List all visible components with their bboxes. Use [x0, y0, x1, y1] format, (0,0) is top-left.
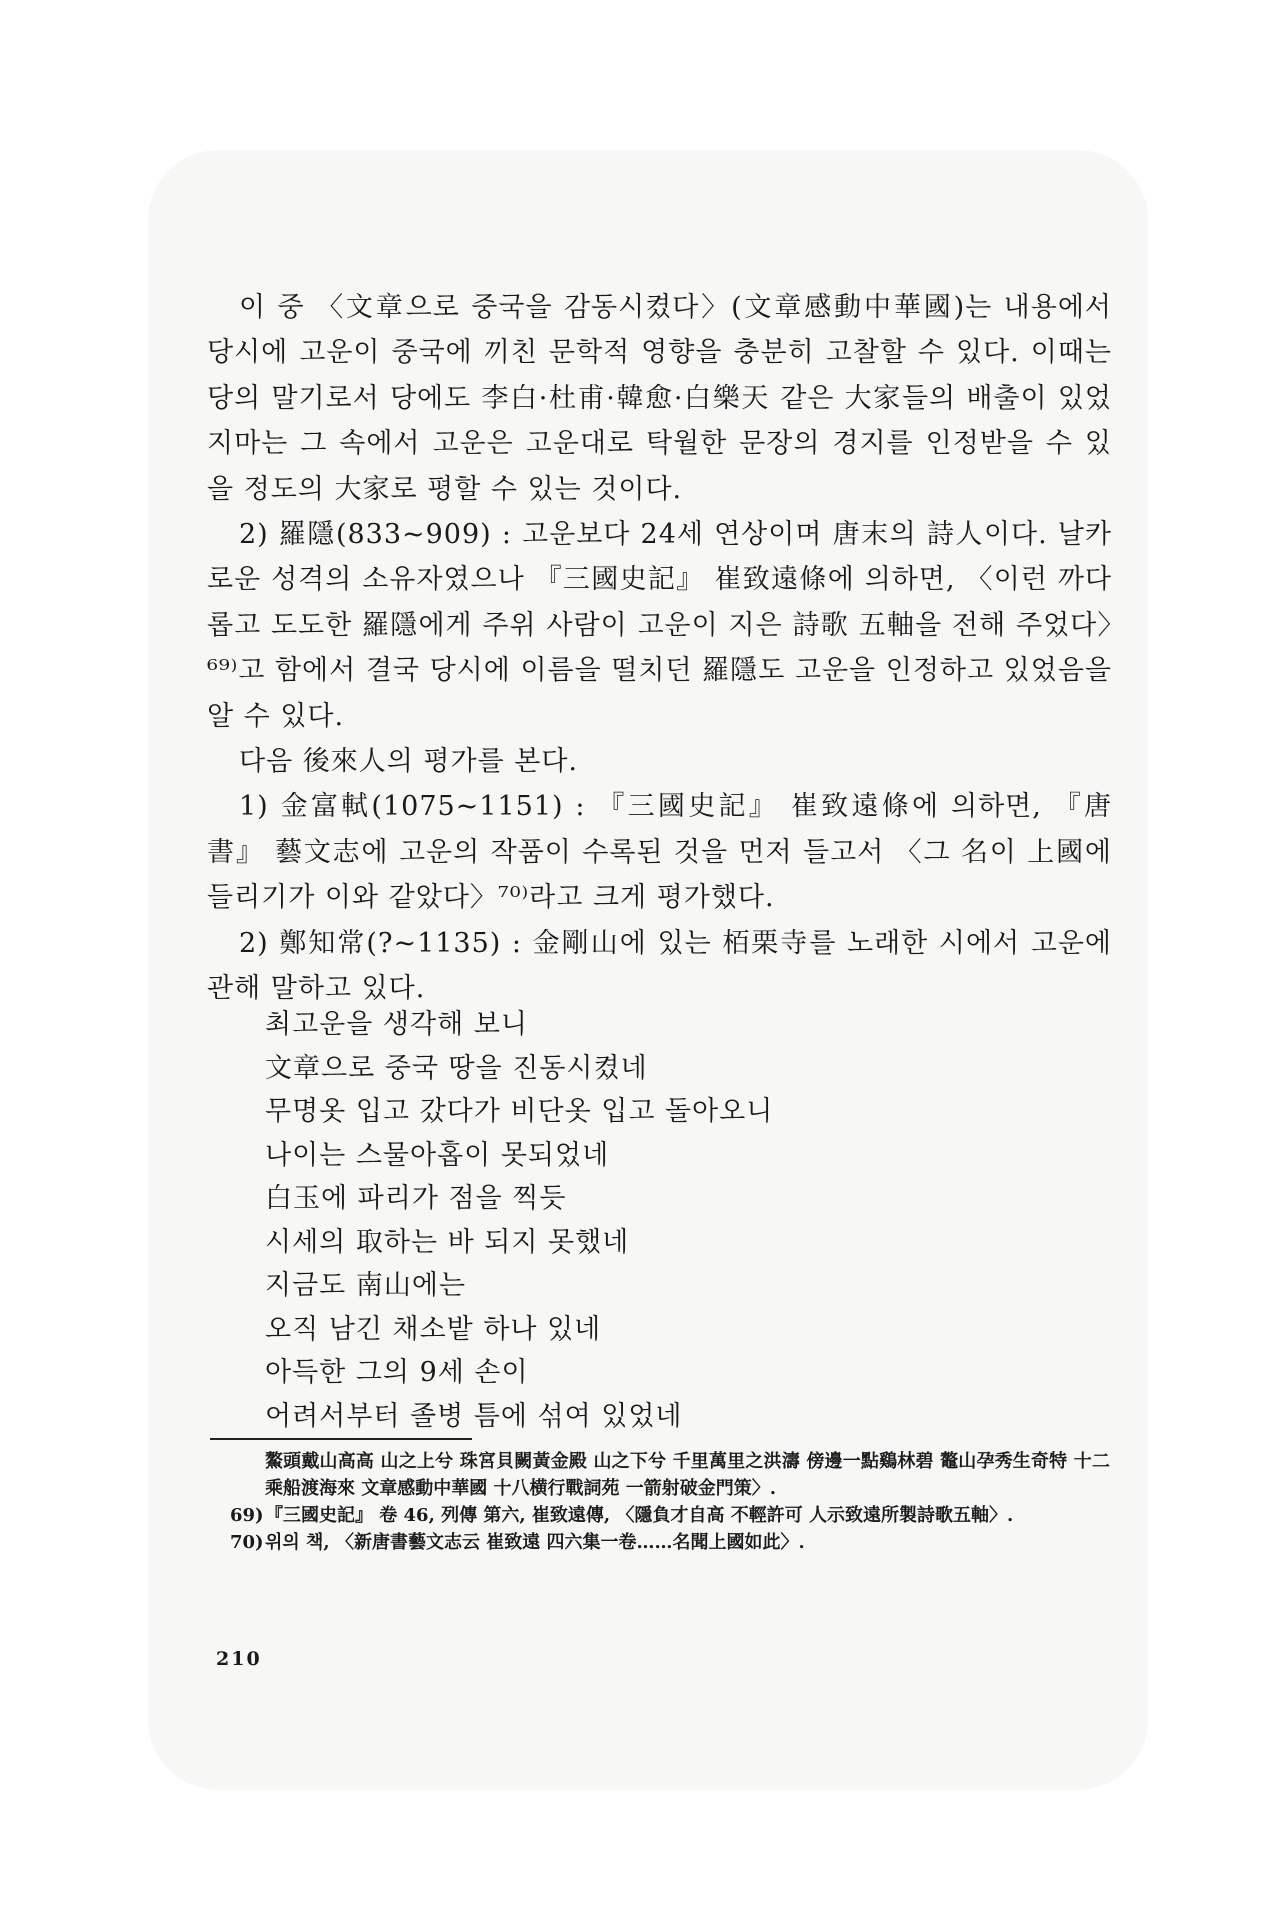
- poem-line: 최고운을 생각해 보니: [265, 1009, 528, 1040]
- poem-line: 지금도 南山에는: [265, 1270, 466, 1301]
- footnote-continued: [210, 1448, 1110, 1502]
- poem-line: 무명옷 입고 갔다가 비단옷 입고 돌아오니: [265, 1096, 774, 1127]
- poem-line: 어려서부터 졸병 틈에 섞여 있었네: [265, 1400, 683, 1432]
- paragraph: 2) 羅隱(833~909) : 고운보다 24세 연상이며 唐末의 詩人이다. 날카로운 성격의 소유자였으나 『三國史記』 崔致遠條에 의하면, 〈이런 까다롭고 도도한 羅隱에게 주위 사람이 고운이 지은 詩歌 五軸을 전해 주었다〉⁶⁹⁾고 함에서 결국 당시에 이름을 떨치던 羅隱도 고운을 인정하고 있었음을 알 수 있다.: [207, 519, 1112, 732]
- poem-line: 아득한 그의 9세 손이: [265, 1357, 529, 1388]
- footnote-separator: [210, 1438, 472, 1440]
- poem-line: 나이는 스물아홉이 못되었네: [265, 1139, 610, 1171]
- poem-line: 오직 남긴 채소밭 하나 있네: [265, 1313, 602, 1345]
- body-text: [207, 285, 1112, 1012]
- footnote-text: 『三國史記』 卷 46, 列傳 第六, 崔致遠傳, 〈隱負才自高 不輕許可 人示致遠所製詩歌五軸〉.: [265, 1505, 1014, 1526]
- footnote-text: 위의 책, 〈新唐書藝文志云 崔致遠 四六集一卷……名聞上國如此〉.: [265, 1532, 805, 1553]
- paragraph: 2) 鄭知常(?~1135) : 金剛山에 있는 栢栗寺를 노래한 시에서 고운에 관해 말하고 있다.: [207, 927, 1112, 1005]
- footnote-70: [210, 1529, 1110, 1556]
- footnote-69: [210, 1502, 1110, 1529]
- poem-line: 文章으로 중국 땅을 진동시켰네: [265, 1052, 648, 1084]
- poem-block: [265, 1003, 773, 1438]
- paragraph: 1) 金富軾(1075~1151) : 『三國史記』 崔致遠條에 의하면, 『唐書』 藝文志에 고운의 작품이 수록된 것을 먼저 들고서 〈그 名이 上國에 들리기가 이와 같았다〉⁷⁰⁾라고 크게 평가했다.: [207, 791, 1112, 914]
- paragraph: 다음 後來人의 평가를 본다.: [239, 746, 578, 778]
- page-number: 210: [216, 1648, 262, 1670]
- poem-line: 白玉에 파리가 점을 찍듯: [265, 1183, 567, 1214]
- footnotes: [210, 1448, 1110, 1556]
- paragraph: 이 중 〈文章으로 중국을 감동시켰다〉(文章感動中華國)는 내용에서 당시에 고운이 중국에 끼친 문학적 영향을 충분히 고찰할 수 있다. 이때는 당의 말기로서 당에도 李白·杜甫·韓愈·白樂天 같은 大家들의 배출이 있었지마는 그 속에서 고운은 고운대로 탁월한 문장의 경지를 인정받을 수 있을 정도의 大家로 평할 수 있는 것이다.: [207, 292, 1112, 505]
- footnote-number: 69): [230, 1505, 264, 1526]
- footnote-number: 70): [230, 1532, 264, 1553]
- footnote-text: 鰲頭戴山高高 山之上兮 珠宮貝闕黃金殿 山之下兮 千里萬里之洪濤 傍邊一點鷄林碧 鼇山孕秀生奇特 十二乘船渡海來 文章感動中華國 十八横行戰詞苑 一箭射破金門策〉.: [265, 1451, 1110, 1499]
- poem-line: 시세의 取하는 바 되지 못했네: [265, 1226, 630, 1258]
